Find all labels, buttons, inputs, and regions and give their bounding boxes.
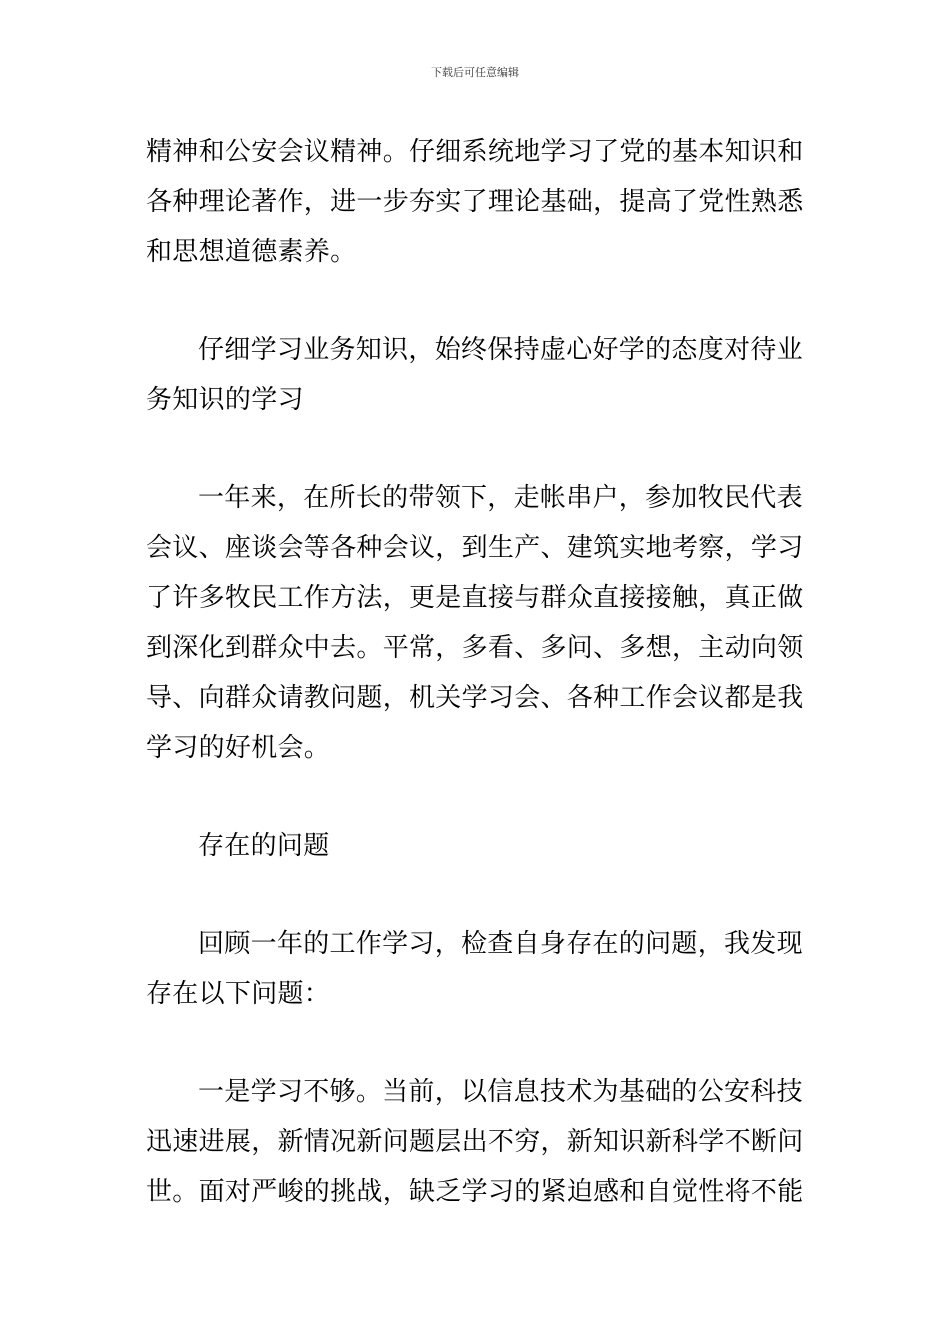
paragraph-problem-one — [146, 1067, 808, 1217]
text-line: 和思想道德素养。 — [146, 237, 357, 267]
text-line: 了许多牧民工作方法，更是直接与群众直接接触，真正做 — [146, 583, 804, 613]
paragraph-spacer — [146, 1019, 808, 1067]
document-body — [146, 127, 808, 1217]
text-line: 到深化到群众中去。平常，多看、多问、多想，主动向领 — [146, 633, 804, 663]
section-heading-problems — [146, 821, 808, 871]
text-line: 世。面对严峻的挑战，缺乏学习的紧迫感和自觉性将不能 — [146, 1177, 804, 1207]
paragraph-business-study — [146, 325, 808, 425]
text-line: 务知识的学习 — [146, 385, 304, 415]
text-line: 迅速进展，新情况新问题层出不穷，新知识新科学不断问 — [146, 1127, 804, 1157]
paragraph-spacer — [146, 425, 808, 473]
text-line: 存在以下问题： — [146, 979, 331, 1009]
text-line: 一年来，在所长的带领下，走帐串户，参加牧民代表 — [198, 483, 803, 513]
text-line: 会议、座谈会等各种会议，到生产、建筑实地考察，学习 — [146, 533, 804, 563]
paragraph-spacer — [146, 871, 808, 919]
text-line: 一是学习不够。当前，以信息技术为基础的公安科技 — [198, 1077, 803, 1107]
text-line: 导、向群众请教问题，机关学习会、各种工作会议都是我 — [146, 683, 804, 713]
paragraph-field-work — [146, 473, 808, 773]
paragraph-spacer — [146, 773, 808, 821]
text-line: 仔细学习业务知识，始终保持虚心好学的态度对待业 — [198, 335, 803, 365]
page-header: 下载后可任意编辑 — [431, 66, 519, 79]
text-line: 回顾一年的工作学习，检查自身存在的问题，我发现 — [198, 929, 803, 959]
paragraph-review — [146, 919, 808, 1019]
text-line: 学习的好机会。 — [146, 733, 331, 763]
text-line: 存在的问题 — [198, 831, 330, 861]
paragraph-theory-study — [146, 127, 808, 277]
paragraph-spacer — [146, 277, 808, 325]
text-line: 精神和公安会议精神。仔细系统地学习了党的基本知识和 — [146, 137, 804, 167]
text-line: 各种理论著作，进一步夯实了理论基础，提高了党性熟悉 — [146, 187, 804, 217]
